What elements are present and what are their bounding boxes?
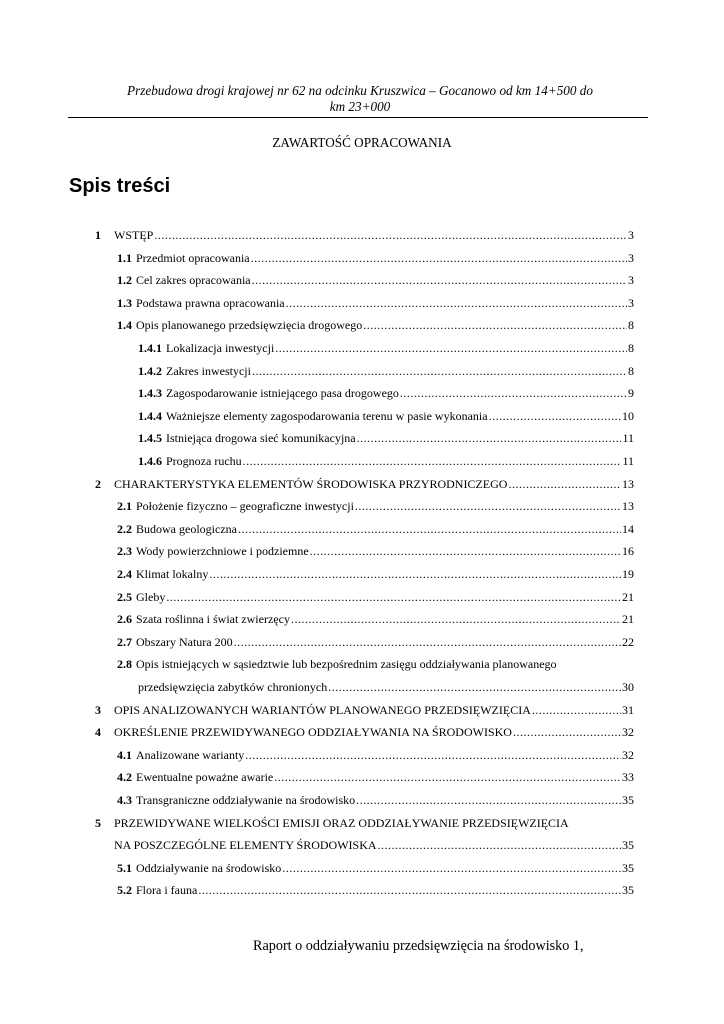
running-header-line-2: km 23+000 bbox=[329, 99, 391, 114]
toc-entry-number: 5.1 bbox=[117, 860, 132, 875]
toc-entry-title: PRZEWIDYWANE WIELKOŚCI EMISJI ORAZ ODDZIAŁYWANIE PRZEDSIĘWZIĘCIA bbox=[114, 815, 569, 830]
toc-entry-page: 35 bbox=[622, 860, 634, 875]
toc-entry-page: 33 bbox=[622, 770, 634, 785]
toc-entry-number: 1.4.2 bbox=[138, 363, 162, 378]
toc-entry-page: 10 bbox=[622, 408, 634, 423]
toc-dot-leader bbox=[252, 273, 627, 288]
toc-entry-number: 1.3 bbox=[117, 295, 132, 310]
toc-entry[interactable] bbox=[138, 431, 634, 446]
toc-entry-page: 3 bbox=[628, 250, 634, 265]
toc-entry-title: Ważniejsze elementy zagospodarowania terenu w pasie wykonania bbox=[166, 408, 488, 423]
toc-entry-number: 3 bbox=[95, 702, 101, 717]
toc-entry[interactable] bbox=[117, 770, 634, 785]
toc-dot-leader bbox=[489, 409, 621, 424]
toc-entry-page: 16 bbox=[622, 544, 634, 559]
toc-entry-number: 5.2 bbox=[117, 883, 132, 898]
toc-entry[interactable] bbox=[117, 793, 634, 808]
toc-entry-number: 4 bbox=[95, 725, 101, 740]
toc-entry-page: 14 bbox=[622, 521, 634, 536]
toc-entry[interactable] bbox=[117, 273, 634, 288]
toc-dot-leader bbox=[532, 703, 621, 718]
toc-entry[interactable] bbox=[117, 590, 634, 605]
toc-entry-page: 13 bbox=[622, 499, 634, 514]
toc-entry[interactable] bbox=[117, 861, 634, 876]
toc-entry[interactable] bbox=[117, 883, 634, 898]
toc-entry-title: Istniejąca drogowa sieć komunikacyjna bbox=[166, 431, 356, 446]
toc-dot-leader bbox=[275, 341, 627, 356]
toc-entry[interactable] bbox=[95, 725, 634, 740]
toc-entry[interactable] bbox=[117, 522, 634, 537]
toc-entry-title: Opis istniejących w sąsiedztwie lub bezpośrednim zasięgu oddziaływania planowanego bbox=[136, 657, 557, 672]
toc-entry-number: 4.3 bbox=[117, 793, 132, 807]
toc-dot-leader bbox=[400, 386, 627, 401]
toc-entry-title: Ewentualne poważne awarie bbox=[136, 770, 274, 785]
toc-entry-title: Transgraniczne oddziaływanie na środowisko bbox=[136, 793, 356, 807]
toc-entry-number: 4.2 bbox=[117, 770, 132, 785]
toc-dot-leader bbox=[355, 499, 621, 514]
toc-entry-page: 21 bbox=[622, 589, 634, 604]
toc-entry[interactable] bbox=[95, 816, 569, 831]
toc-entry[interactable] bbox=[138, 341, 634, 356]
toc-dot-leader bbox=[209, 567, 621, 582]
toc-entry-title: Flora i fauna bbox=[136, 883, 198, 898]
toc-entry-title: Zakres inwestycji bbox=[166, 363, 251, 378]
toc-entry-number: 1 bbox=[95, 228, 101, 242]
toc-entry-page: 3 bbox=[628, 273, 634, 288]
toc-entry-title: Położenie fizyczno – geograficzne inwestycji bbox=[136, 499, 354, 514]
toc-entry-title: Opis planowanego przedsięwzięcia drogowego bbox=[136, 318, 363, 333]
toc-entry-page: 31 bbox=[622, 702, 634, 717]
toc-entry-number: 5 bbox=[95, 815, 101, 830]
toc-dot-leader bbox=[245, 748, 621, 763]
toc-entry-page: 9 bbox=[628, 386, 634, 401]
toc-entry[interactable] bbox=[95, 228, 634, 243]
toc-entry-number: 1.4 bbox=[117, 318, 132, 333]
toc-entry[interactable] bbox=[117, 612, 634, 627]
toc-dot-leader bbox=[154, 228, 627, 243]
toc-dot-leader bbox=[363, 318, 627, 333]
header-divider bbox=[68, 117, 648, 118]
toc-entry-page: 35 bbox=[622, 838, 634, 853]
toc-dot-leader bbox=[238, 522, 621, 537]
toc-dot-leader bbox=[356, 793, 621, 808]
toc-entry-continuation[interactable] bbox=[138, 680, 634, 695]
document-subtitle: ZAWARTOŚĆ OPRACOWANIA bbox=[272, 135, 452, 150]
toc-entry-number: 2.1 bbox=[117, 499, 132, 514]
toc-entry-page: 3 bbox=[628, 295, 634, 310]
toc-entry-title: Zagospodarowanie istniejącego pasa drogowego bbox=[166, 386, 399, 401]
toc-dot-leader bbox=[310, 544, 621, 559]
toc-entry-number: 4.1 bbox=[117, 747, 132, 762]
toc-dot-leader bbox=[357, 431, 622, 446]
toc-entry[interactable] bbox=[95, 703, 634, 718]
toc-entry-number: 1.4.4 bbox=[138, 408, 162, 423]
toc-entry-title: Obszary Natura 200 bbox=[136, 634, 233, 649]
toc-entry-title: Cel zakres opracowania bbox=[136, 273, 251, 288]
toc-dot-leader bbox=[234, 635, 621, 650]
toc-heading: Spis treści bbox=[69, 175, 171, 197]
toc-entry-number: 2.7 bbox=[117, 634, 132, 649]
toc-entry-page: 3 bbox=[628, 228, 634, 242]
toc-dot-leader bbox=[286, 296, 627, 311]
toc-entry-continuation[interactable] bbox=[114, 838, 634, 853]
toc-entry[interactable] bbox=[95, 477, 634, 492]
toc-entry-page: 35 bbox=[622, 883, 634, 898]
toc-entry-number: 1.4.1 bbox=[138, 341, 162, 355]
toc-entry[interactable] bbox=[117, 251, 634, 266]
toc-entry-title: Lokalizacja inwestycji bbox=[166, 341, 275, 355]
toc-entry-number: 1.1 bbox=[117, 250, 132, 265]
toc-entry[interactable] bbox=[138, 454, 634, 469]
running-header-line-1: Przebudowa drogi krajowej nr 62 na odcinku Kruszwica – Gocanowo od km 14+500 do bbox=[127, 83, 593, 98]
toc-entry-page: 19 bbox=[622, 567, 634, 581]
toc-entry[interactable] bbox=[117, 567, 634, 582]
toc-entry-page: 21 bbox=[622, 612, 634, 627]
toc-entry-title-continued: NA POSZCZEGÓLNE ELEMENTY ŚRODOWISKA bbox=[114, 838, 377, 853]
toc-entry-title: Klimat lokalny bbox=[136, 567, 209, 581]
toc-entry-title: Oddziaływanie na środowisko bbox=[136, 860, 282, 875]
toc-entry-title: Przedmiot opracowania bbox=[136, 250, 250, 265]
toc-entry-title: Podstawa prawna opracowania bbox=[136, 295, 285, 310]
toc-dot-leader bbox=[328, 680, 621, 695]
toc-entry-number: 2.2 bbox=[117, 521, 132, 536]
toc-entry-title: Prognoza ruchu bbox=[166, 454, 242, 468]
toc-entry-number: 2 bbox=[95, 476, 101, 491]
toc-entry[interactable] bbox=[138, 386, 634, 401]
toc-dot-leader bbox=[251, 251, 627, 266]
toc-entry[interactable] bbox=[117, 318, 634, 333]
toc-entry-page: 30 bbox=[622, 680, 634, 694]
toc-dot-leader bbox=[378, 838, 621, 853]
toc-dot-leader bbox=[291, 612, 621, 627]
running-header bbox=[70, 83, 650, 115]
toc-dot-leader bbox=[274, 770, 621, 785]
toc-entry-number: 2.6 bbox=[117, 612, 132, 627]
toc-dot-leader bbox=[166, 590, 621, 605]
toc-entry-number: 1.2 bbox=[117, 273, 132, 288]
toc-entry-title: Szata roślinna i świat zwierzęcy bbox=[136, 612, 290, 627]
toc-entry-title: OPIS ANALIZOWANYCH WARIANTÓW PLANOWANEGO PRZEDSIĘWZIĘCIA bbox=[114, 702, 531, 717]
toc-dot-leader bbox=[252, 364, 627, 379]
toc-entry-number: 1.4.6 bbox=[138, 454, 162, 468]
toc-dot-leader bbox=[513, 725, 621, 740]
toc-entry[interactable] bbox=[117, 544, 634, 559]
toc-entry-number: 1.4.3 bbox=[138, 386, 162, 401]
toc-entry-title-continued: przedsięwzięcia zabytków chronionych bbox=[138, 680, 328, 694]
toc-entry-page: 8 bbox=[628, 341, 634, 355]
toc-entry-number: 2.5 bbox=[117, 589, 132, 604]
toc-entry-page: 22 bbox=[622, 634, 634, 649]
toc-entry[interactable] bbox=[117, 499, 634, 514]
toc-entry[interactable] bbox=[117, 635, 634, 650]
toc-dot-leader bbox=[508, 477, 621, 492]
toc-entry-title: Analizowane warianty bbox=[136, 747, 245, 762]
toc-entry[interactable] bbox=[117, 657, 557, 672]
toc-entry[interactable] bbox=[117, 296, 634, 311]
toc-entry-number: 2.4 bbox=[117, 567, 132, 581]
toc-entry[interactable] bbox=[117, 748, 634, 763]
toc-dot-leader bbox=[198, 883, 621, 898]
toc-entry-number: 2.8 bbox=[117, 657, 132, 672]
toc-entry-page: 32 bbox=[622, 747, 634, 762]
toc-entry-page: 11 bbox=[622, 431, 634, 446]
toc-entry-page: 35 bbox=[622, 793, 634, 807]
toc-entry[interactable] bbox=[138, 364, 634, 379]
page-footer: Raport o oddziaływaniu przedsięwzięcia na środowisko 1, bbox=[253, 938, 584, 954]
toc-entry-title: Budowa geologiczna bbox=[136, 521, 237, 536]
toc-entry-page: 32 bbox=[622, 725, 634, 740]
toc-entry-title: CHARAKTERYSTYKA ELEMENTÓW ŚRODOWISKA PRZYRODNICZEGO bbox=[114, 476, 508, 491]
toc-entry-page: 8 bbox=[628, 318, 634, 333]
toc-entry-title: Gleby bbox=[136, 589, 166, 604]
toc-entry-page: 8 bbox=[628, 363, 634, 378]
toc-entry-number: 2.3 bbox=[117, 544, 132, 559]
toc-dot-leader bbox=[282, 861, 621, 876]
toc-entry-title: Wody powierzchniowe i podziemne bbox=[136, 544, 309, 559]
toc-dot-leader bbox=[243, 454, 622, 469]
toc-entry-title: WSTĘP bbox=[114, 228, 154, 242]
toc-entry-title: OKREŚLENIE PRZEWIDYWANEGO ODDZIAŁYWANIA NA ŚRODOWISKO bbox=[114, 725, 512, 740]
toc-entry-number: 1.4.5 bbox=[138, 431, 162, 446]
toc-entry[interactable] bbox=[138, 409, 634, 424]
toc-entry-page: 13 bbox=[622, 476, 634, 491]
toc-entry-page: 11 bbox=[622, 454, 634, 468]
